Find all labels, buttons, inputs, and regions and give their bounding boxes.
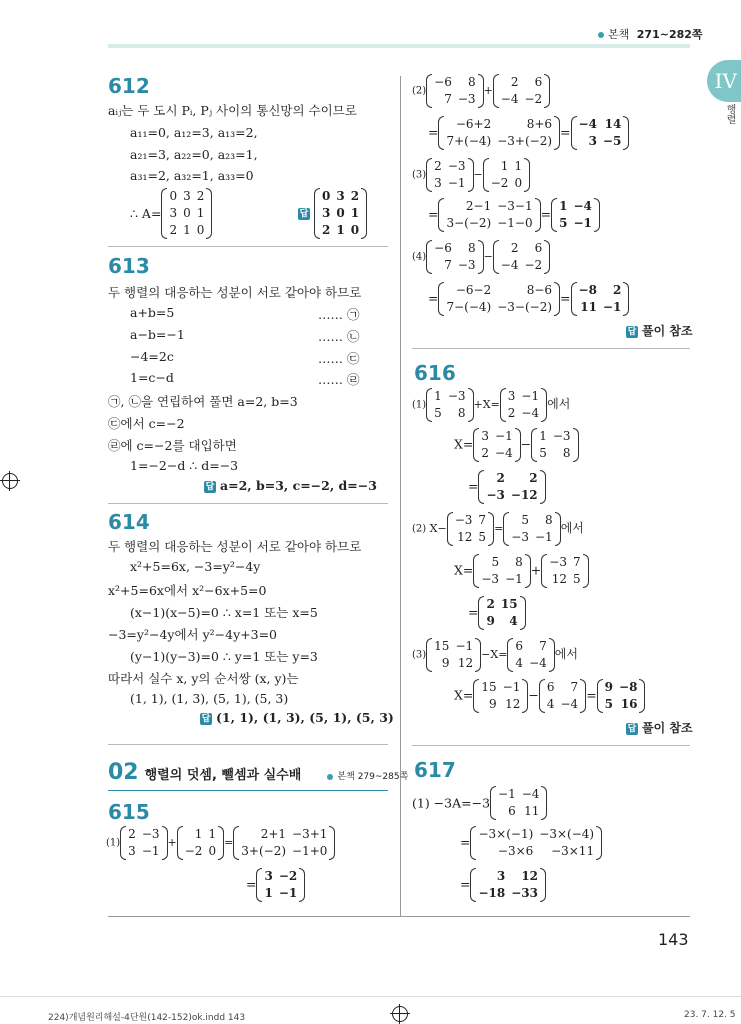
p616-q2: (2) X− −3 7 12 5 = 5 8 −3 −1 에서 — [412, 513, 584, 544]
section-title: 행렬의 덧셈, 뺄셈과 실수배 — [144, 768, 302, 783]
divider — [108, 744, 388, 745]
answer-badge: 답 — [627, 327, 637, 337]
problem-617-number: 617 — [414, 758, 456, 782]
p613-eq1: a+b=5 — [130, 305, 175, 320]
p617-q1: (1) −3A=−3 −1 −4 6 11 — [412, 786, 547, 820]
divider — [108, 246, 388, 247]
section-number: 02 — [108, 760, 139, 785]
registration-mark-icon — [2, 473, 18, 489]
p614-line5: (y−1)(y−3)=0 ∴ y=1 또는 y=3 — [130, 649, 318, 664]
chapter-tab: IV — [707, 60, 741, 102]
problem-612-number: 612 — [108, 74, 150, 98]
p612-line2: a₂₁=3, a₂₂=0, a₂₃=1, — [130, 147, 258, 162]
p612-answer: 답 0 3 2 3 0 1 2 1 0 — [298, 188, 367, 239]
p614-line3: (x−1)(x−5)=0 ∴ x=1 또는 x=5 — [130, 605, 318, 620]
p616-q1-result: = 2 2 −3 −12 — [468, 470, 546, 504]
p615-q1: (1) 2 −3 3 −1 + 1 1 −2 0 = 2+1 −3+1 3+(−2) −1+0 — [106, 826, 335, 860]
chapter-side-label: 행렬 — [724, 104, 735, 124]
column-divider — [400, 76, 401, 916]
section-underline — [108, 790, 388, 791]
p613-intro: 두 행렬의 대응하는 성분이 서로 같아야 하므로 — [108, 285, 362, 300]
p613-step1: ㉠, ㉡을 연립하여 풀면 a=2, b=3 — [108, 394, 298, 409]
footer-date: 23. 7. 12. 5 — [684, 1010, 736, 1020]
p612-line3: a₃₁=2, a₃₂=1, a₃₃=0 — [130, 168, 254, 183]
bottom-rule — [108, 916, 690, 917]
p613-answer: 답 a=2, b=3, c=−2, d=−3 — [205, 478, 377, 493]
answer-badge: 답 — [627, 724, 637, 734]
p613-mark1: …… ㉠ — [318, 307, 360, 322]
p613-step4: 1=−2−d ∴ d=−3 — [130, 458, 239, 473]
problem-614-number: 614 — [108, 510, 150, 534]
p615-q3: (3) 2 −3 3 −1 − 1 1 −2 0 — [412, 158, 530, 192]
p614-line4: −3=y²−4y에서 y²−4y+3=0 — [108, 627, 277, 642]
p614-line1: x²+5=6x, −3=y²−4y — [130, 559, 261, 574]
page-number: 143 — [658, 930, 689, 949]
divider — [108, 503, 388, 504]
divider — [412, 348, 690, 349]
p616-q2-step: X= 5 8 −3 −1 + −3 7 12 5 — [454, 554, 589, 588]
header-ref: 본책 271~282쪽 — [598, 26, 703, 42]
p613-mark3: …… ㉢ — [318, 351, 360, 366]
p612-matrix-a: ∴ A= 0 3 2 3 0 1 2 1 0 — [130, 188, 212, 239]
p613-mark4: …… ㉣ — [318, 372, 360, 387]
p614-line2: x²+5=6x에서 x²−6x+5=0 — [108, 583, 267, 598]
p613-eq3: −4=2c — [130, 349, 174, 364]
header-bar — [108, 44, 690, 48]
footer-file: 224)개념원리해설-4단원(142-152)ok.indd 143 — [48, 1013, 246, 1023]
p613-step3: ㉣에 c=−2를 대입하면 — [108, 438, 237, 453]
p615-q1-result: = 3 −2 1 −1 — [246, 868, 305, 902]
problem-616-number: 616 — [414, 361, 456, 385]
p616-q3-step: X= 15 −1 9 12 − 6 7 4 −4 = 9 −8 5 16 — [454, 679, 645, 713]
bullet-icon — [598, 32, 604, 38]
p617-q1-result: = 3 12 −18 −33 — [460, 868, 546, 902]
p615-q2-result: = −6+2 8+6 7+(−4) −3+(−2) = −4 14 3 −5 — [428, 116, 629, 150]
p615-q4: (4) −6 8 7 −3 − 2 6 −4 −2 — [412, 240, 550, 274]
registration-mark-icon — [392, 1006, 408, 1022]
p614-line6: 따라서 실수 x, y의 순서쌍 (x, y)는 — [108, 671, 299, 686]
p613-eq2: a−b=−1 — [130, 327, 185, 342]
problem-613-number: 613 — [108, 254, 150, 278]
divider — [412, 745, 690, 746]
p615-q3-result: = 2−1 −3−1 3−(−2) −1−0 = 1 −4 5 −1 — [428, 198, 600, 232]
answer-badge: 답 — [201, 713, 211, 724]
p614-intro: 두 행렬의 대응하는 성분이 서로 같아야 하므로 — [108, 539, 362, 554]
p617-q1-step: = −3×(−1) −3×(−4) −3×6 −3×11 — [460, 826, 602, 860]
p612-intro: aᵢⱼ는 두 도시 Pᵢ, Pⱼ 사이의 통신망의 수이므로 — [108, 103, 357, 118]
p614-answer: 답 (1, 1), (1, 3), (5, 1), (5, 3) — [201, 710, 394, 725]
p616-q2-result: = 2 15 9 4 — [468, 596, 526, 630]
p616-answer: 답 풀이 참조 — [627, 721, 693, 735]
problem-615-number: 615 — [108, 800, 150, 824]
p616-q1: (1) 1 −3 5 8 +X= 3 −1 2 −4 에서 — [412, 389, 571, 420]
p616-q1-step: X= 3 −1 2 −4 − 1 −3 5 8 — [454, 428, 579, 462]
slug-line — [0, 996, 741, 997]
p612-line1: a₁₁=0, a₁₂=3, a₁₃=2, — [130, 125, 258, 140]
p613-eq4: 1=c−d — [130, 370, 174, 385]
answer-badge: 답 — [299, 208, 309, 219]
p615-q4-result: = −6−2 8−6 7−(−4) −3−(−2) = −8 2 11 −1 — [428, 282, 629, 316]
p615-answer: 답 풀이 참조 — [627, 324, 693, 338]
section-heading — [108, 760, 408, 785]
bullet-icon — [327, 774, 333, 780]
p615-q2: (2) −6 8 7 −3 + 2 6 −4 −2 — [412, 74, 550, 108]
section-ref: 본책 279~285쪽 — [327, 772, 408, 782]
p613-mark2: …… ㉡ — [318, 329, 360, 344]
p616-q3: (3) 15 −1 9 12 −X= 6 7 4 −4 에서 — [412, 639, 578, 670]
answer-badge: 답 — [205, 481, 215, 492]
p613-step2: ㉢에서 c=−2 — [108, 416, 185, 431]
p614-line7: (1, 1), (1, 3), (5, 1), (5, 3) — [130, 691, 289, 706]
header-pages: 271~282쪽 — [636, 28, 703, 41]
